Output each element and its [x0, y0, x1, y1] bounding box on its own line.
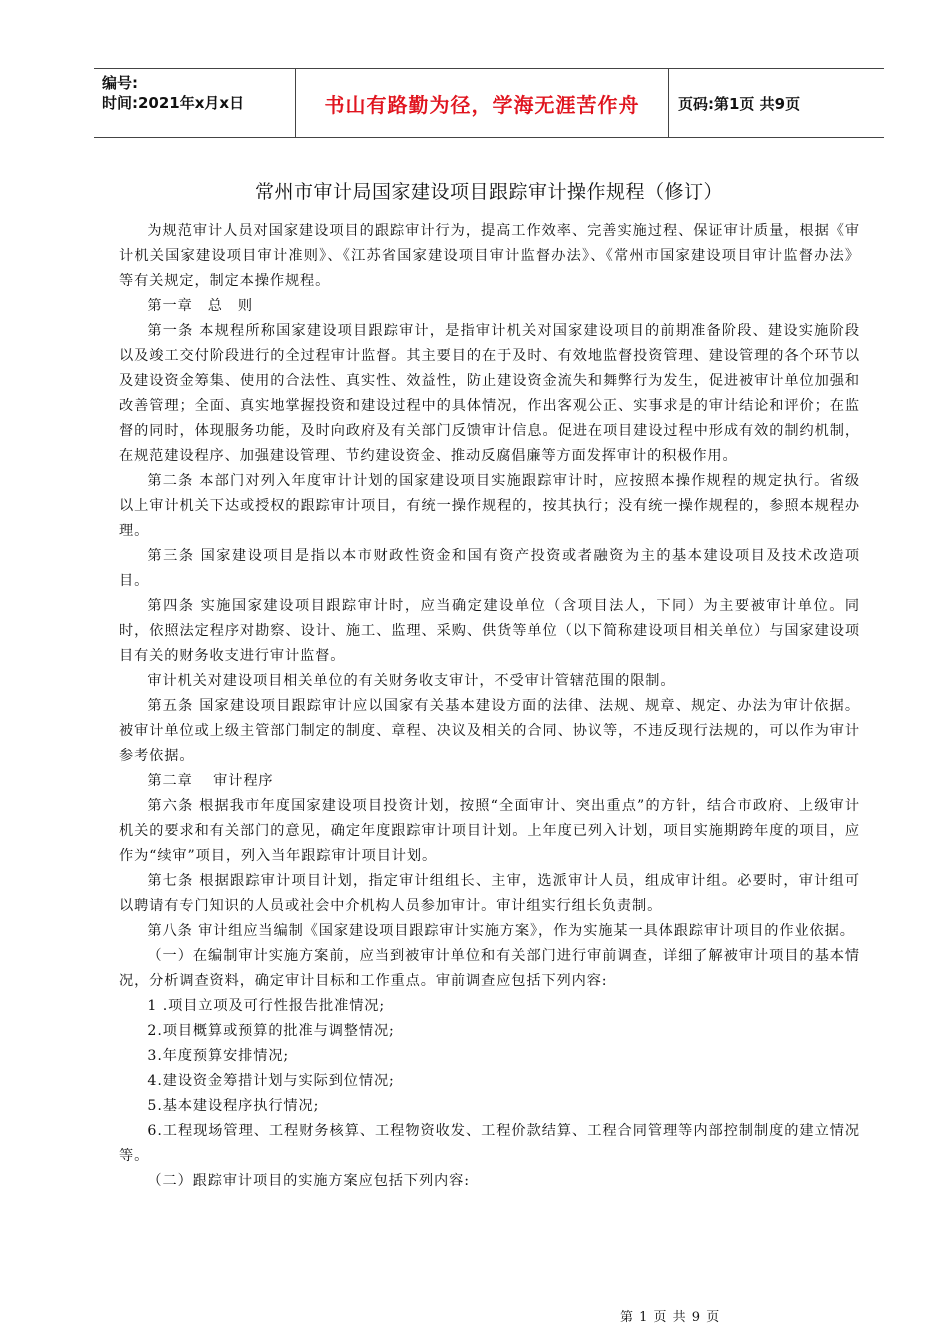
- page-footer: 第 1 页 共 9 页: [620, 1310, 721, 1325]
- header-motto: 书山有路勤为径，学海无涯苦作舟: [324, 92, 640, 117]
- list-item: 2.项目概算或预算的批准与调整情况;: [147, 1023, 395, 1039]
- document-title: 常州市审计局国家建设项目跟踪审计操作规程（修订）: [254, 181, 723, 203]
- paragraph: 第六条 根据我市年度国家建设项目投资计划，按照“全面审计、突出重点”的方针，结合市政府、上级审计机关的要求和有关部门的意见，确定年度跟踪审计项目计划。上年度已列入计划，项目实施期跨年度的项目，应作为“续审”项目，列入当年跟踪审计项目计划。: [119, 798, 860, 864]
- document-header: [94, 68, 884, 138]
- list-item: 4.建设资金筹措计划与实际到位情况;: [147, 1073, 395, 1089]
- chapter-heading: 第一章 总 则: [147, 298, 254, 314]
- paragraph: 审计机关对建设项目相关单位的有关财务收支审计，不受审计管辖范围的限制。: [147, 673, 676, 689]
- header-divider: [668, 69, 669, 137]
- paragraph: 第八条 审计组应当编制《国家建设项目跟踪审计实施方案》，作为实施某一具体跟踪审计项目的作业依据。: [147, 923, 855, 939]
- paragraph: 第三条 国家建设项目是指以本市财政性资金和国有资产投资或者融资为主的基本建设项目及技术改造项目。: [119, 548, 860, 589]
- header-page-label: 页码:第1页 共9页: [678, 94, 801, 113]
- paragraph: （二）跟踪审计项目的实施方案应包括下列内容:: [147, 1173, 470, 1189]
- paragraph: 第一条 本规程所称国家建设项目跟踪审计，是指审计机关对国家建设项目的前期准备阶段、建设实施阶段以及竣工交付阶段进行的全过程审计监督。其主要目的在于及时、有效地监督投资管理、建设管理的各个环节以及建设资金筹集、使用的合法性、真实性、效益性，防止建设资金流失和舞弊行为发生，促进被审计单位加强和改善管理；全面、真实地掌握投资和建设过程中的具体情况，作出客观公正、实事求是的审计结论和评价；在监督的同时，体现服务功能，及时向政府及有关部门反馈审计信息。促进在项目建设过程中形成有效的制约机制，在规范建设程序、加强建设管理、节约建设资金、推动反腐倡廉等方面发挥审计的积极作用。: [119, 323, 860, 464]
- paragraph: （一）在编制审计实施方案前，应当到被审计单位和有关部门进行审前调查，详细了解被审计项目的基本情况，分析调查资料，确定审计目标和工作重点。审前调查应包括下列内容:: [119, 948, 860, 989]
- paragraph: 为规范审计人员对国家建设项目的跟踪审计行为，提高工作效率、完善实施过程、保证审计质量，根据《审计机关国家建设项目审计准则》、《江苏省国家建设项目审计监督办法》、《常州市国家建设项目审计监督办法》等有关规定，制定本操作规程。: [119, 223, 860, 289]
- paragraph: 第五条 国家建设项目跟踪审计应以国家有关基本建设方面的法律、法规、规章、规定、办法为审计依据。被审计单位或上级主管部门制定的制度、章程、决议及相关的合同、协议等，不违反现行法规的，可以作为审计参考依据。: [119, 698, 860, 764]
- document-body: [119, 219, 860, 1194]
- chapter-heading: 第二章 审计程序: [147, 773, 274, 789]
- header-meta: [102, 73, 244, 113]
- list-item: 3.年度预算安排情况;: [147, 1048, 290, 1064]
- list-item: 1 .项目立项及可行性报告批准情况;: [147, 998, 386, 1014]
- list-item: 6.工程现场管理、工程财务核算、工程物资收发、工程价款结算、工程合同管理等内部控制制度的建立情况等。: [119, 1123, 860, 1164]
- paragraph: 第四条 实施国家建设项目跟踪审计时，应当确定建设单位（含项目法人，下同）为主要被审计单位。同时，依照法定程序对勘察、设计、施工、监理、采购、供货等单位（以下简称建设项目相关单位）与国家建设项目有关的财务收支进行审计监督。: [119, 598, 860, 664]
- paragraph: 第七条 根据跟踪审计项目计划，指定审计组组长、主审，选派审计人员，组成审计组。必要时，审计组可以聘请有专门知识的人员或社会中介机构人员参加审计。审计组实行组长负责制。: [119, 873, 860, 914]
- time-label: 时间:2021年x月x日: [102, 94, 245, 112]
- list-item: 5.基本建设程序执行情况;: [147, 1098, 320, 1114]
- number-label: 编号:: [102, 74, 138, 92]
- paragraph: 第二条 本部门对列入年度审计计划的国家建设项目实施跟踪审计时，应按照本操作规程的规定执行。省级以上审计机关下达或授权的跟踪审计项目，有统一操作规程的，按其执行；没有统一操作规程的，参照本规程办理。: [119, 473, 860, 539]
